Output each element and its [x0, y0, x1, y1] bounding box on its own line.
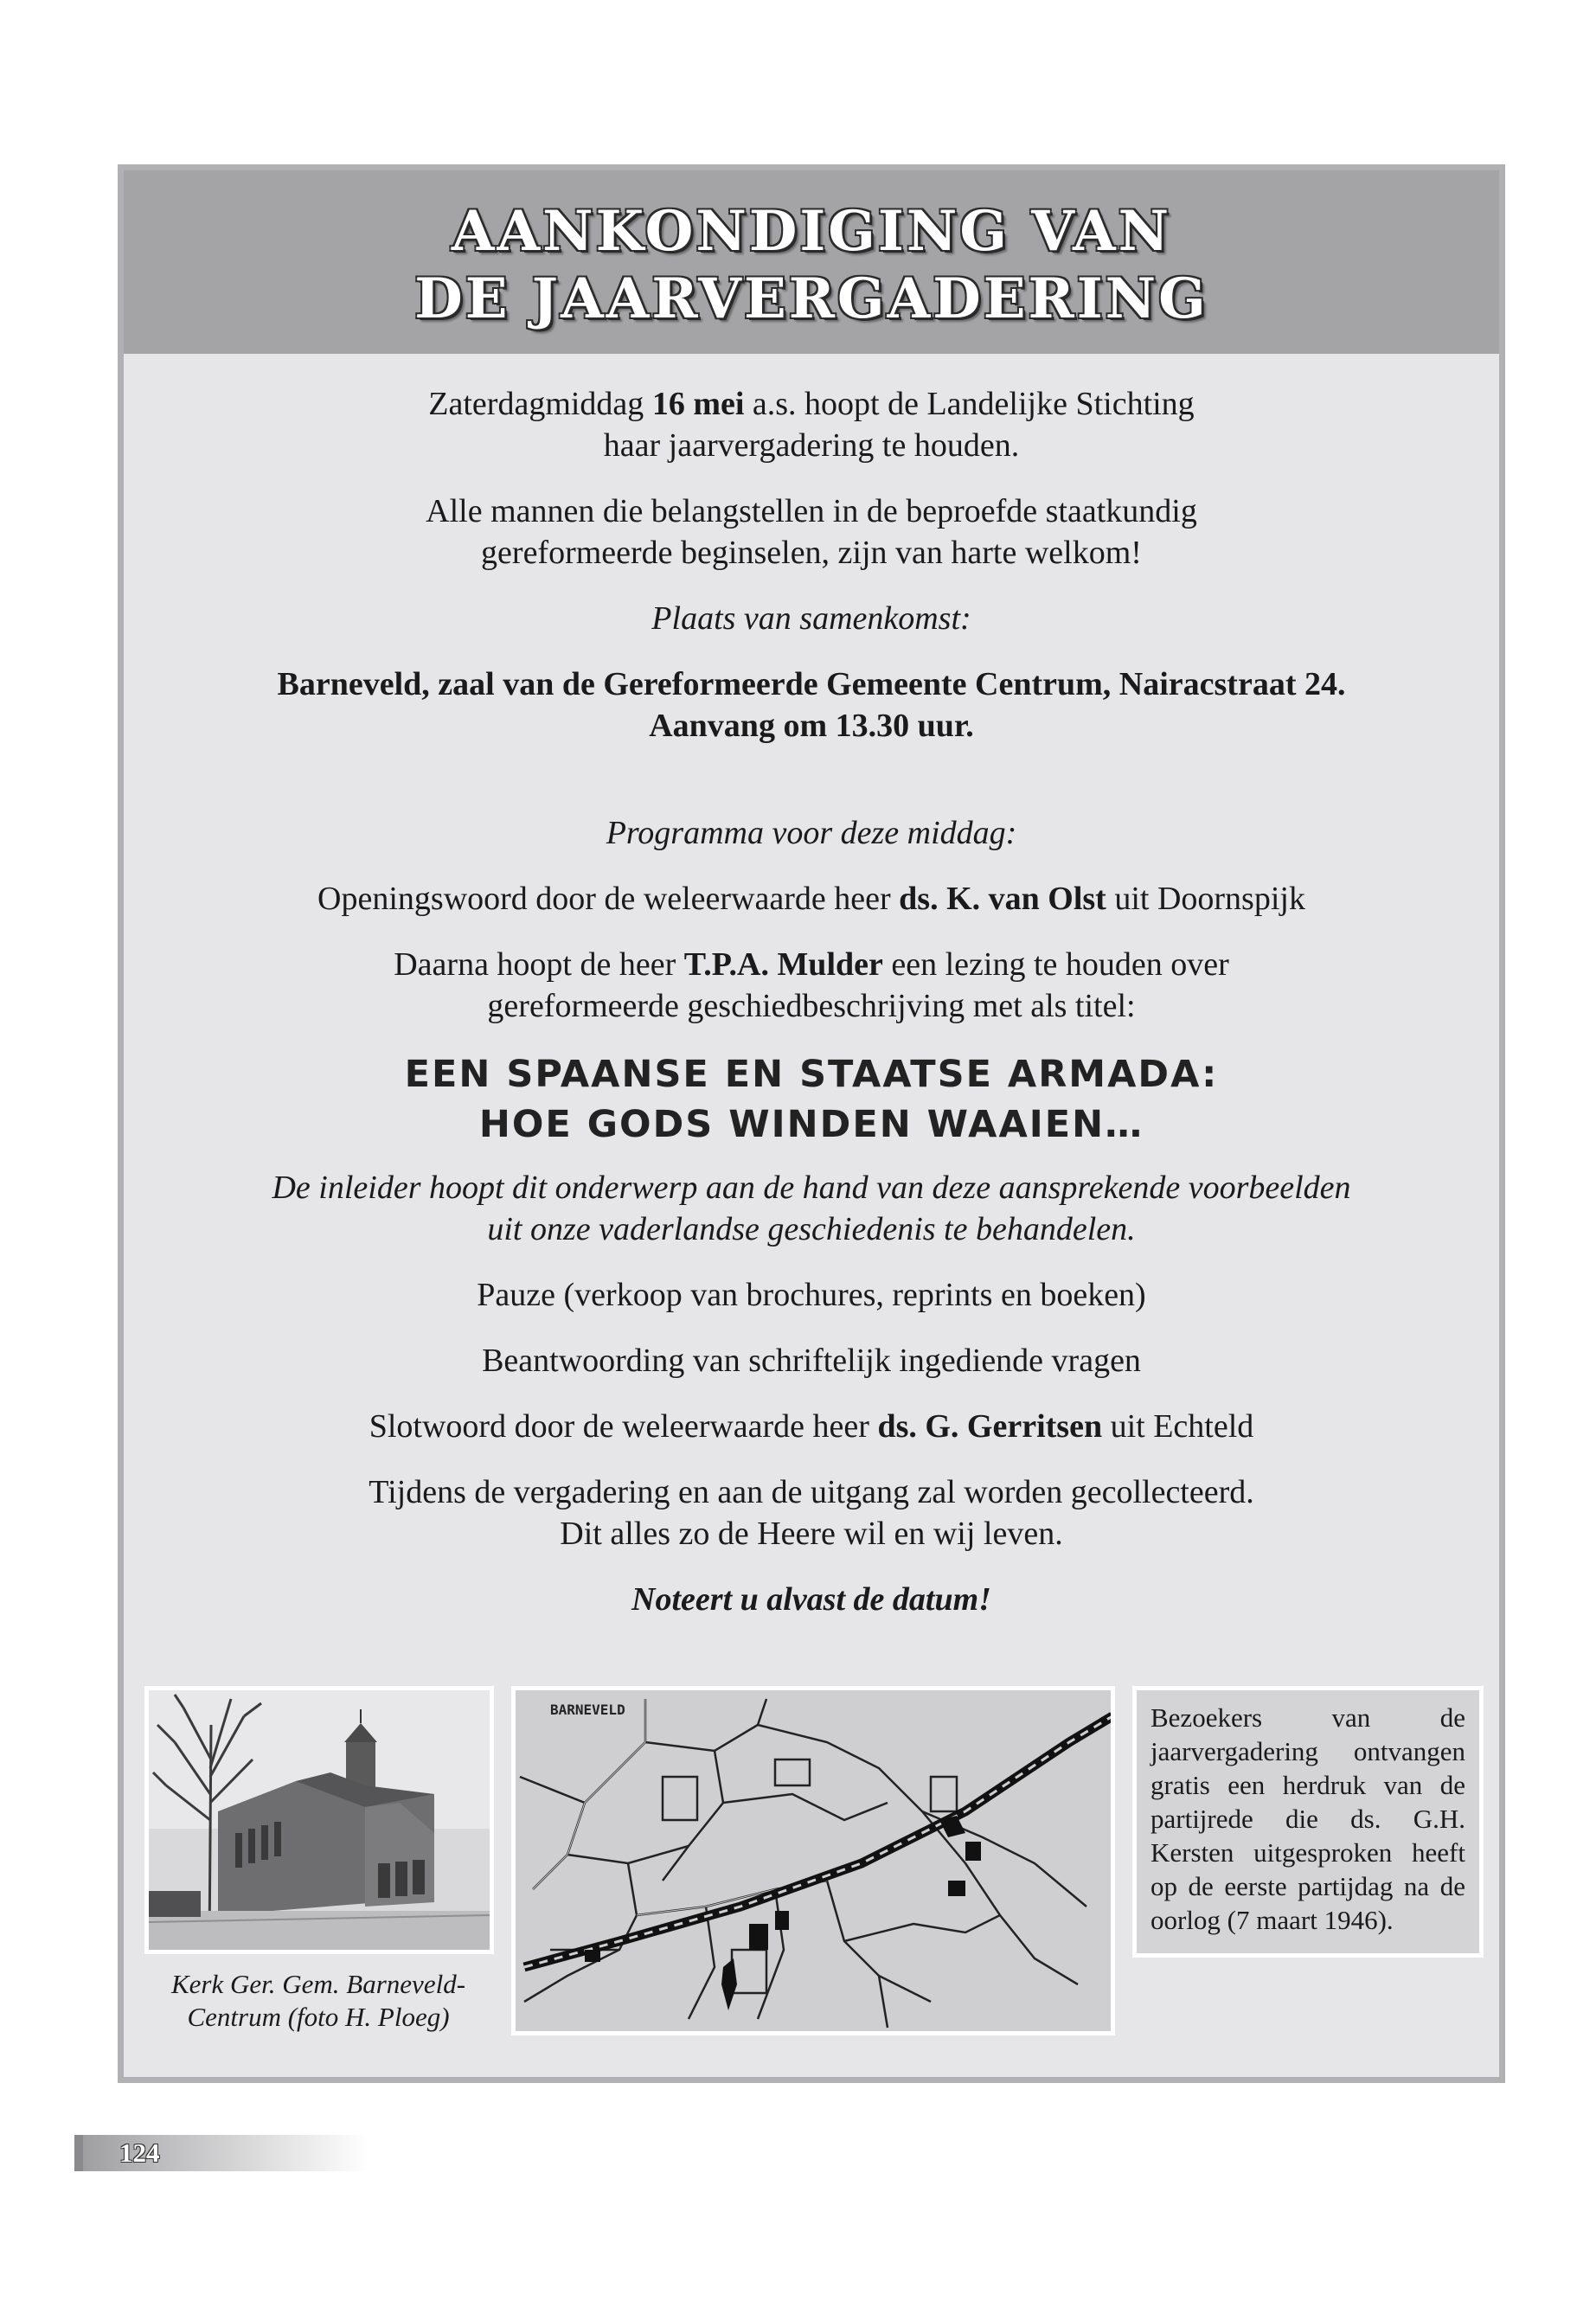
welcome-line-1: Alle mannen die belangstellen in de beproefde staatkundig [426, 493, 1197, 529]
announcement-body [124, 383, 1499, 1620]
photo-caption-line-2: Centrum (foto H. Ploeg) [187, 2002, 450, 2032]
save-the-date-note: Noteert u alvast de datum! [631, 1581, 991, 1618]
welcome-line-2: gereformeerde beginselen, zijn van harte welkom! [481, 535, 1142, 571]
opening-text-post: uit Doornspijk [1106, 881, 1305, 917]
intro-line-2: haar jaarvergadering te houden. [603, 427, 1020, 464]
church-photo-image [149, 1690, 490, 1950]
photo-caption-line-1: Kerk Ger. Gem. Barneveld- [170, 1969, 466, 1999]
page-number-bar [74, 2135, 83, 2171]
lecture-speaker: T.P.A. Mulder [683, 946, 883, 983]
collection-line-1: Tijdens de vergadering en aan de uitgang zal worden gecollecteerd. [369, 1474, 1254, 1510]
lecture-title-line-2: HOE GODS WINDEN WAAIEN… [478, 1103, 1144, 1146]
intro-text-post: a.s. hoopt de Landelijke Stichting [744, 386, 1195, 422]
closing-text-post: uit Echteld [1102, 1408, 1254, 1445]
lecture-line-2: gereformeerde geschiedbeschrijving met als titel: [487, 988, 1136, 1024]
questions-line: Beantwoording van schriftelijk ingediende vragen [482, 1343, 1141, 1379]
lecture-text-pre: Daarna hoopt de heer [394, 946, 684, 983]
map-label: BARNEVELD [550, 1702, 625, 1718]
lecture-text-post: een lezing te houden over [882, 946, 1229, 983]
header-title-line-1: AANKONDIGING VAN [451, 199, 1172, 264]
collection-line-2: Dit alles zo de Heere wil en wij leven. [560, 1516, 1063, 1552]
street-map-image [516, 1690, 1111, 2031]
page-number-tab [74, 2135, 369, 2171]
opening-text-pre: Openingswoord door de weleerwaarde heer [317, 881, 900, 917]
reprint-info-box [1132, 1686, 1484, 1958]
location-map [511, 1686, 1115, 2035]
church-photo [144, 1686, 494, 1954]
closing-text-pre: Slotwoord door de weleerwaarde heer [369, 1408, 878, 1445]
opening-line [124, 878, 1499, 920]
photo-caption [132, 1968, 504, 2034]
closing-line [124, 1406, 1499, 1447]
lecture-title-line-1: EEN SPAANSE EN STAATSE ARMADA: [404, 1053, 1219, 1096]
header-title-line-2: DE JAARVERGADERING [414, 266, 1208, 331]
lecture-line-1 [124, 944, 1499, 985]
lecture-intro-line-2: uit onze vaderlandse geschiedenis te behandelen. [487, 1211, 1136, 1247]
location-address: Barneveld, zaal van de Gereformeerde Gemeente Centrum, Nairacstraat 24. [277, 666, 1346, 702]
start-time: Aanvang om 13.30 uur. [649, 708, 974, 744]
pause-line: Pauze (verkoop van brochures, reprints en boeken) [477, 1277, 1146, 1313]
intro-line-1 [124, 383, 1499, 425]
meeting-date: 16 mei [651, 386, 745, 422]
opening-speaker: ds. K. van Olst [899, 881, 1106, 917]
program-label: Programma voor deze middag: [606, 815, 1017, 851]
announcement-header [124, 170, 1499, 354]
lecture-intro-line-1: De inleider hoopt dit onderwerp aan de hand van deze aansprekende voorbeelden [272, 1170, 1351, 1206]
page-number: 124 [119, 2138, 160, 2168]
location-label: Plaats van samenkomst: [651, 600, 971, 637]
intro-text-pre: Zaterdagmiddag [428, 386, 652, 422]
closing-speaker: ds. G. Gerritsen [877, 1408, 1103, 1445]
reprint-info-text: Bezoekers van de jaarvergadering ontvangen gratis een herdruk van de partijrede die ds. G.H. Kersten uitgesproken heeft op de eerste partijdag na de oorlog (7 maart 1946). [1137, 1690, 1479, 1953]
announcement-panel [118, 164, 1505, 2083]
